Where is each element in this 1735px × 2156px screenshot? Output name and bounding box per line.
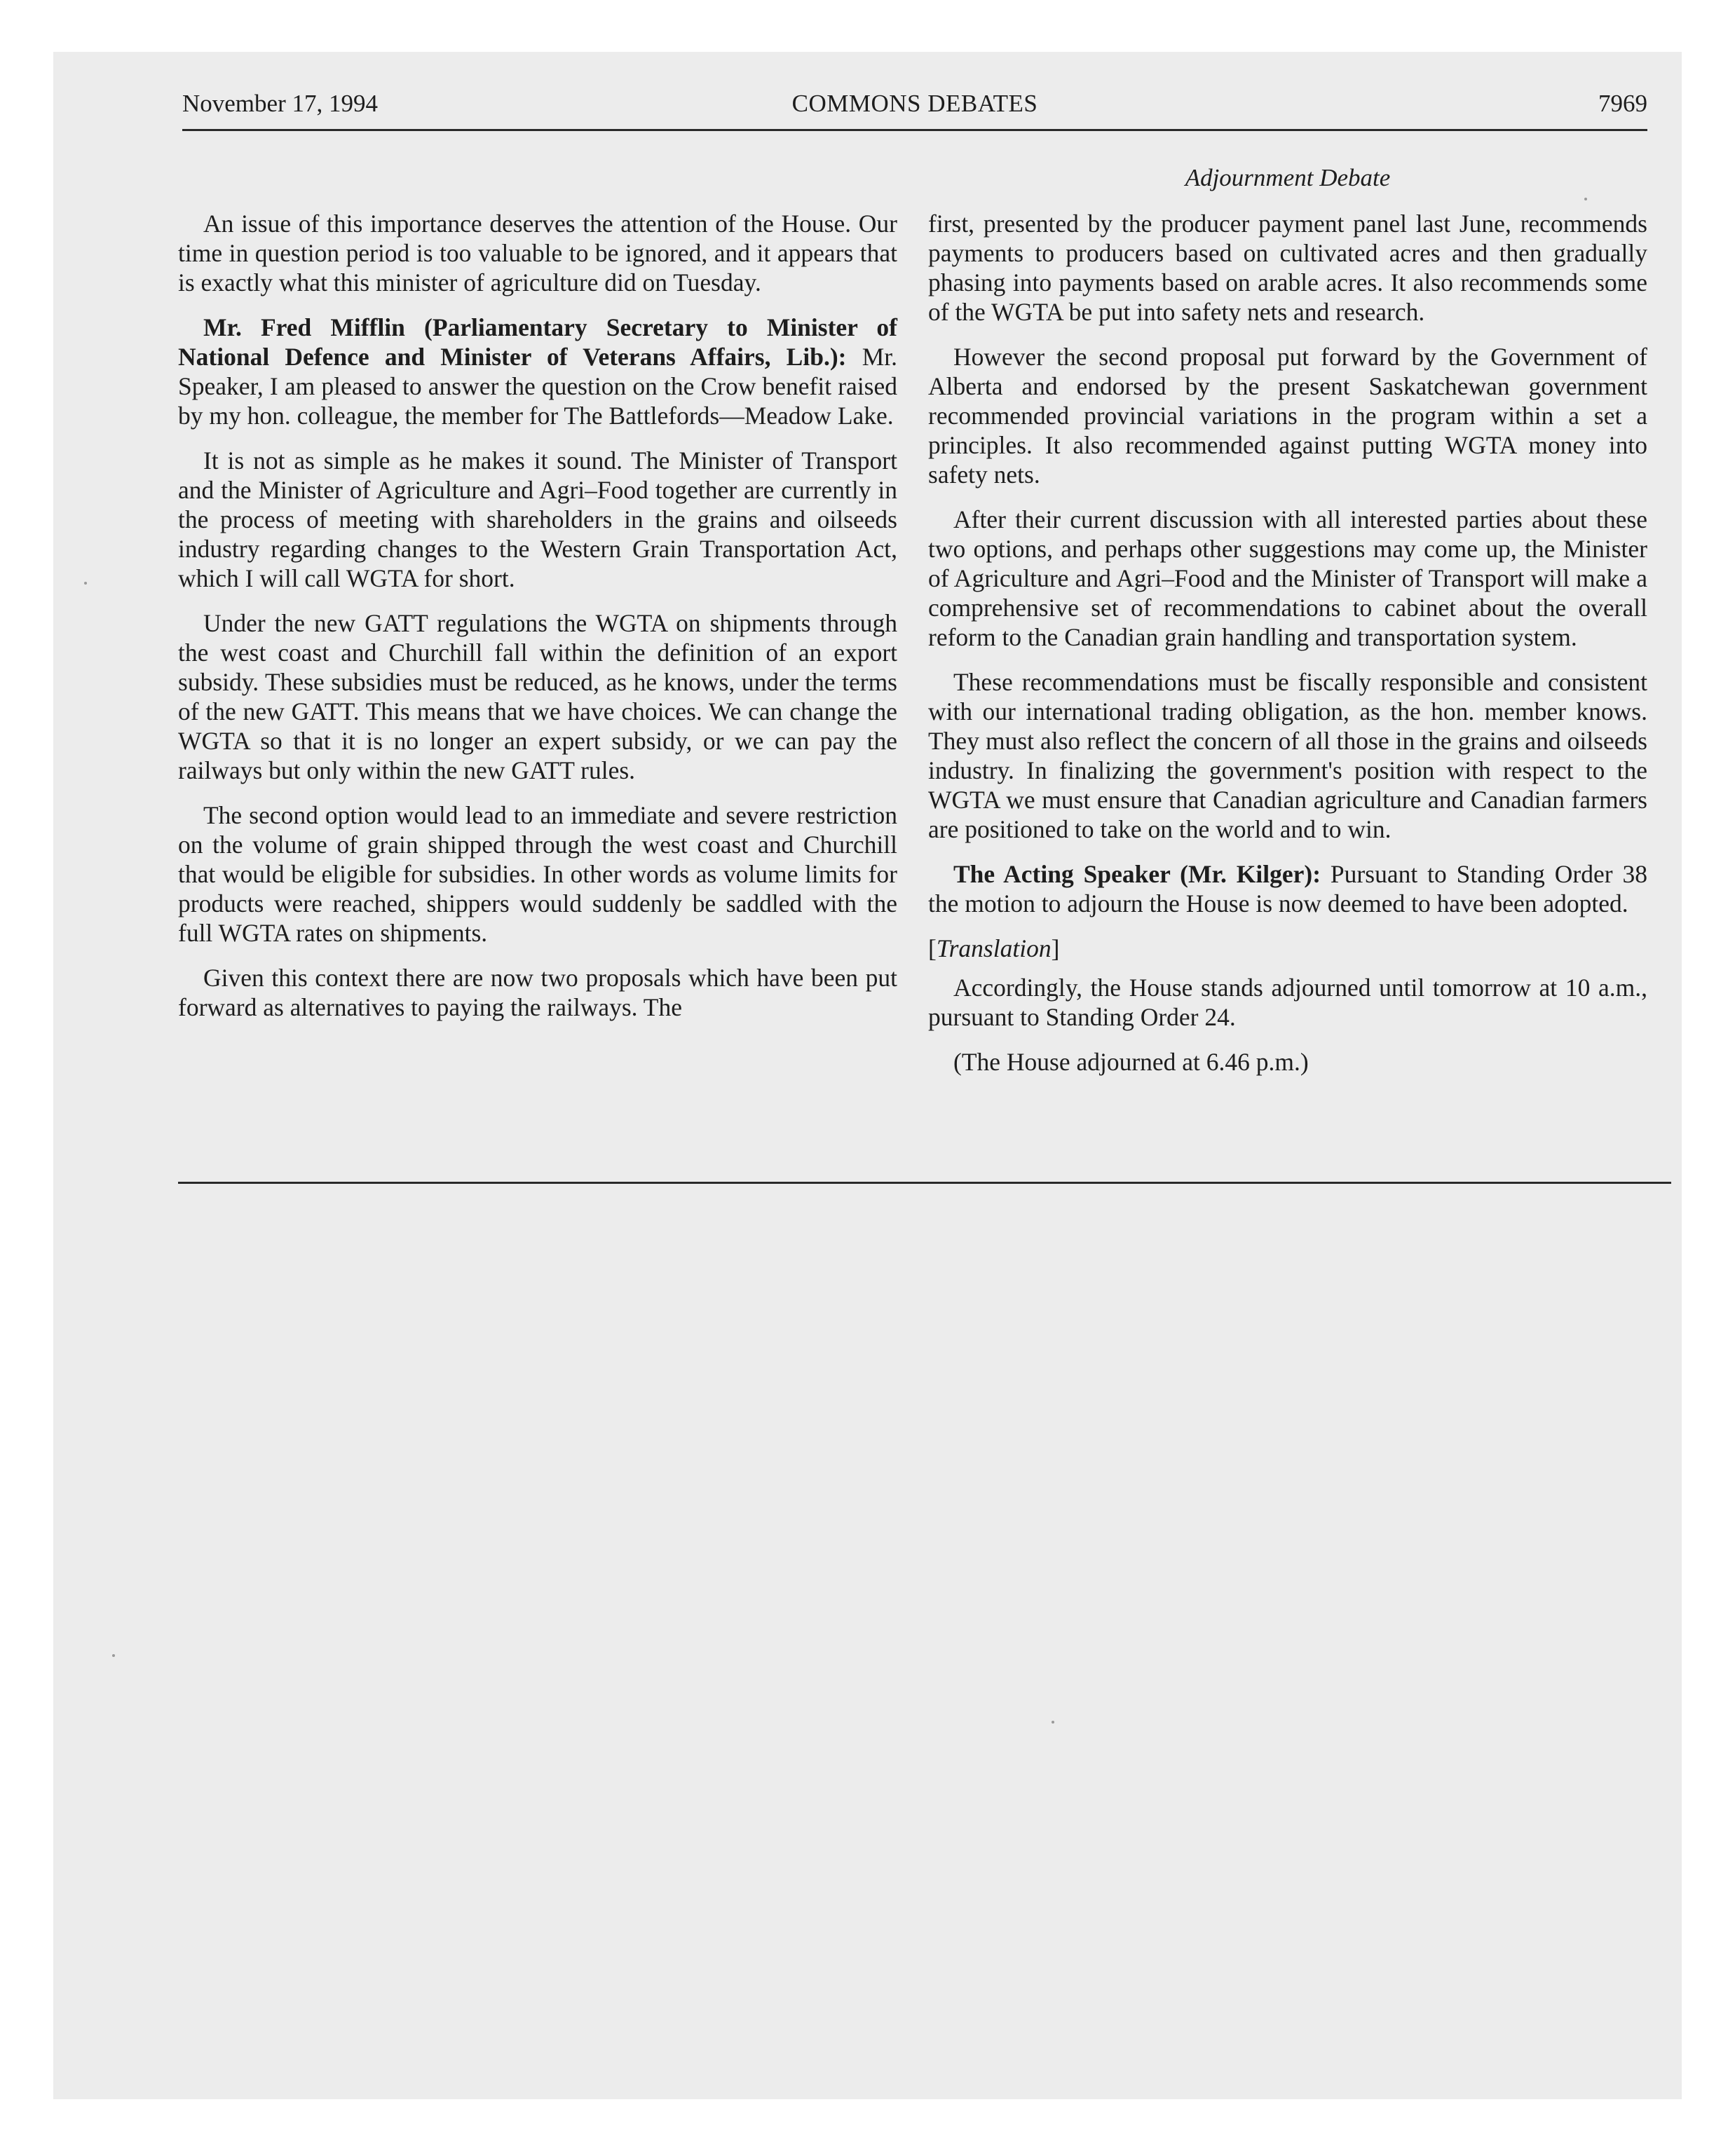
speech-text: Mr. Speaker, I am pleased to answer the question on the Crow benefit raised by my hon. colleague, the member for The Battlefords—Meadow Lake. [178, 343, 897, 430]
paragraph: These recommendations must be fiscally responsible and consistent with our international trading obligation, as the hon. member knows. They must also reflect the concern of all those in the grains and oilseeds industry. In finalizing the government's position with respect to the WGTA we must ensure that Canadian agriculture and Canadian farmers are positioned to take on the world and to win. [928, 668, 1647, 843]
paragraph: After their current discussion with all interested parties about these two options, and perhaps other suggestions may come up, the Minister of Agriculture and Agri–Food and the Minister of Transport will make a comprehensive set of recommendations to cabinet about the overall reform to the Canadian grain handling and transportation system. [928, 505, 1647, 651]
paragraph: (The House adjourned at 6.46 p.m.) [953, 1048, 1309, 1076]
paragraph: An issue of this importance deserves the attention of the House. Our time in question period is too valuable to be ignored, and it appears that is exactly what this minister of agriculture did on Tuesday. [178, 210, 897, 296]
paragraph: It is not as simple as he makes it sound. The Minister of Transport and the Minister of Agriculture and Agri–Food together are currently in the process of meeting with shareholders in the grains and oilseeds industry regarding changes to the Western Grain Transportation Act, which I will call WGTA for short. [178, 446, 897, 592]
bracket: [ [928, 934, 937, 962]
header-rule [182, 129, 1647, 131]
scan-speck [84, 582, 87, 585]
left-column [178, 209, 897, 1037]
paragraph: The second option would lead to an immediate and severe restriction on the volume of grain shipped through the west coast and Churchill that would be eligible for subsidies. In other words as volume limits for products were reached, shippers would suddenly be saddled with the full WGTA rates on shipments. [178, 801, 897, 947]
right-column [928, 209, 1647, 1092]
speaker-name: Mr. Fred Mifflin (Parliamentary Secretary to Minister of National Defence and Minister of Veterans Affairs, Lib.): [178, 313, 897, 371]
paragraph: first, presented by the producer payment panel last June, recommends payments to producers based on cultivated acres and then gradually phasing into payments based on arable acres. It also recommends some of the WGTA be put into safety nets and research. [928, 210, 1647, 326]
translation-label: Translation [936, 934, 1052, 962]
running-header [182, 90, 1647, 125]
paragraph [178, 313, 897, 430]
paragraph: Under the new GATT regulations the WGTA on shipments through the west coast and Churchill fall within the definition of an export subsidy. These subsidies must be reduced, as he knows, under the terms of the new GATT. This means that we have choices. We can change the WGTA so that it is no longer an expert subsidy, or we can pay the railways but only within the new GATT rules. [178, 609, 897, 784]
end-rule [178, 1182, 1671, 1184]
translation-note [928, 934, 1647, 963]
scan-speck [112, 1654, 115, 1657]
scan-speck [1584, 198, 1587, 200]
header-title: COMMONS DEBATES [791, 90, 1038, 117]
paragraph [928, 859, 1647, 918]
speaker-name: The Acting Speaker (Mr. Kilger): [953, 860, 1321, 888]
section-title: Adjournment Debate [1185, 164, 1391, 191]
paragraph: However the second proposal put forward by the Government of Alberta and endorsed by the present Saskatchewan government recommended provincial variations in the program within a set a principles. It also recommended against putting WGTA money into safety nets. [928, 343, 1647, 489]
paragraph: Given this context there are now two proposals which have been put forward as alternatives to paying the railways. The [178, 964, 897, 1021]
header-date: November 17, 1994 [182, 90, 378, 117]
header-page-number: 7969 [1598, 90, 1647, 117]
speech-text: Pursuant to Standing Order 38 the motion to adjourn the House is now deemed to have been adopted. [928, 860, 1647, 917]
paragraph: Accordingly, the House stands adjourned until tomorrow at 10 a.m., pursuant to Standing Order 24. [928, 974, 1647, 1031]
scan-speck [1052, 1721, 1054, 1724]
bracket: ] [1051, 934, 1060, 962]
